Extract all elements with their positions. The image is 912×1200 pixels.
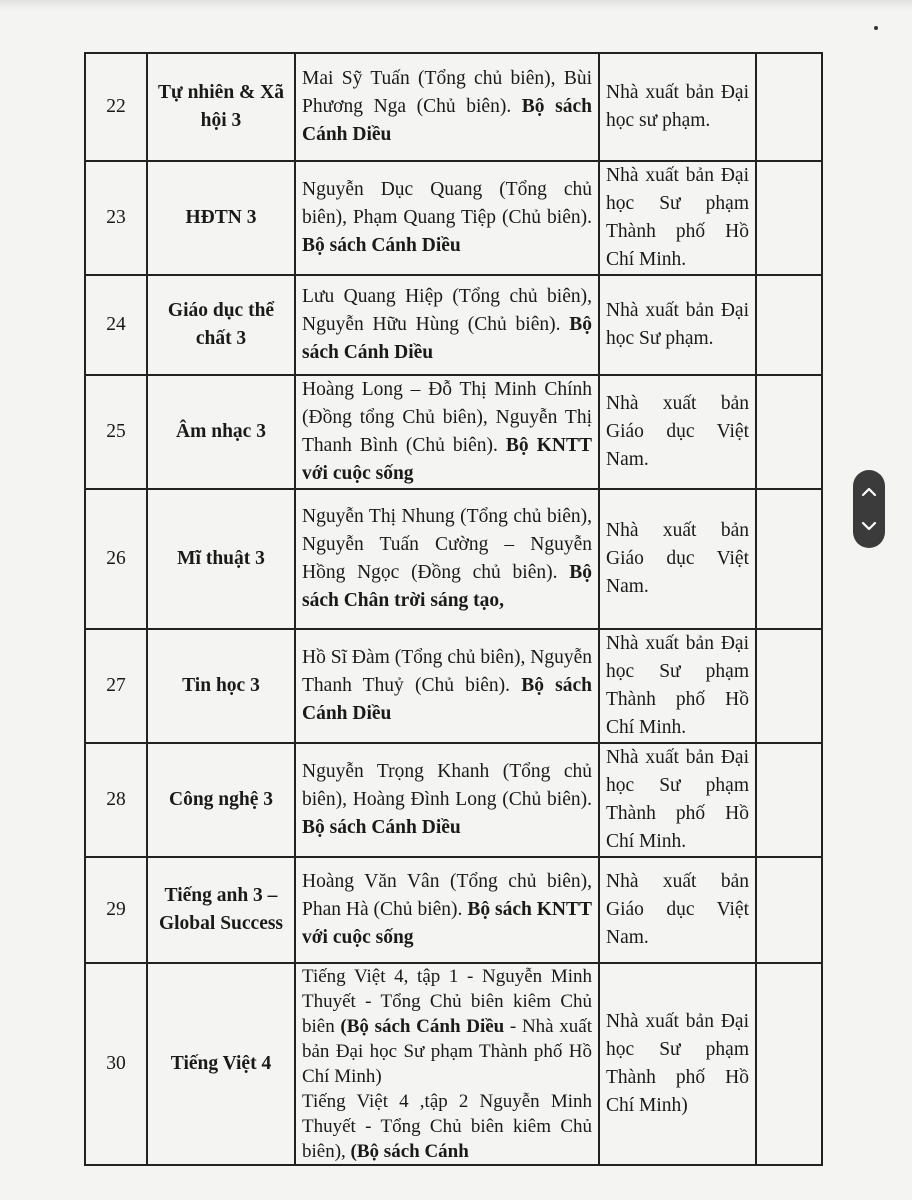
authors-cell: Nguyễn Trọng Khanh (Tổng chủ biên), Hoàng Đình Long (Chủ biên). Bộ sách Cánh Diều [295,743,599,857]
empty-cell [756,161,822,275]
empty-cell [756,489,822,629]
table-row [85,53,822,161]
table-row [85,161,822,275]
table-row [85,275,822,375]
publisher-cell: Nhà xuất bản Đại học sư phạm. [599,53,756,161]
table-row [85,963,822,1165]
subject-cell: Giáo dục thể chất 3 [147,275,295,375]
subject-cell: Tiếng Việt 4 [147,963,295,1165]
publisher-cell: Nhà xuất bản Giáo dục Việt Nam. [599,857,756,963]
empty-cell [756,53,822,161]
publisher-cell: Nhà xuất bản Đại học Sư phạm Thành phố Hồ Chí Minh) [599,963,756,1165]
empty-cell [756,375,822,489]
authors-cell: Hoàng Long – Đỗ Thị Minh Chính (Đồng tổng Chủ biên), Nguyễn Thị Thanh Bình (Chủ biên). Bộ KNTT với cuộc sống [295,375,599,489]
authors-cell: Nguyễn Dục Quang (Tổng chủ biên), Phạm Quang Tiệp (Chủ biên). Bộ sách Cánh Diều [295,161,599,275]
table-row [85,489,822,629]
table-row [85,857,822,963]
row-number: 23 [85,161,147,275]
chevron-down-icon [861,521,877,531]
table-row [85,743,822,857]
row-number: 22 [85,53,147,161]
empty-cell [756,275,822,375]
subject-cell: Công nghệ 3 [147,743,295,857]
textbook-table [84,52,823,1166]
row-number: 29 [85,857,147,963]
chevron-up-icon [861,487,877,497]
table-row [85,375,822,489]
row-number: 28 [85,743,147,857]
subject-cell: Tự nhiên & Xã hội 3 [147,53,295,161]
row-number: 27 [85,629,147,743]
subject-cell: Tiếng anh 3 – Global Success [147,857,295,963]
authors-cell: Mai Sỹ Tuấn (Tổng chủ biên), Bùi Phương Nga (Chủ biên). Bộ sách Cánh Diều [295,53,599,161]
subject-cell: Âm nhạc 3 [147,375,295,489]
publisher-cell: Nhà xuất bản Đại học Sư phạm Thành phố Hồ Chí Minh. [599,743,756,857]
scan-top-edge [0,0,912,10]
empty-cell [756,857,822,963]
empty-cell [756,963,822,1165]
authors-cell: Nguyễn Thị Nhung (Tổng chủ biên), Nguyễn Tuấn Cường – Nguyễn Hồng Ngọc (Đồng chủ biên). Bộ sách Chân trời sáng tạo, [295,489,599,629]
table-row [85,629,822,743]
row-number: 25 [85,375,147,489]
empty-cell [756,629,822,743]
authors-cell: Lưu Quang Hiệp (Tổng chủ biên), Nguyễn Hữu Hùng (Chủ biên). Bộ sách Cánh Diều [295,275,599,375]
page-scroll-controls [853,470,885,548]
authors-cell: Hồ Sĩ Đàm (Tổng chủ biên), Nguyễn Thanh Thuỷ (Chủ biên). Bộ sách Cánh Diều [295,629,599,743]
empty-cell [756,743,822,857]
subject-cell: HĐTN 3 [147,161,295,275]
subject-cell: Tin học 3 [147,629,295,743]
publisher-cell: Nhà xuất bản Đại học Sư phạm. [599,275,756,375]
publisher-cell: Nhà xuất bản Đại học Sư phạm Thành phố Hồ Chí Minh. [599,161,756,275]
authors-cell: Hoàng Văn Vân (Tổng chủ biên), Phan Hà (Chủ biên). Bộ sách KNTT với cuộc sống [295,857,599,963]
scan-speck [874,26,878,30]
subject-cell: Mĩ thuật 3 [147,489,295,629]
row-number: 30 [85,963,147,1165]
publisher-cell: Nhà xuất bản Đại học Sư phạm Thành phố Hồ Chí Minh. [599,629,756,743]
publisher-cell: Nhà xuất bản Giáo dục Việt Nam. [599,489,756,629]
publisher-cell: Nhà xuất bản Giáo dục Việt Nam. [599,375,756,489]
authors-cell: Tiếng Việt 4, tập 1 - Nguyễn Minh Thuyết - Tổng Chủ biên kiêm Chủ biên (Bộ sách Cánh Diều - Nhà xuất bản Đại học Sư phạm Thành phố Hồ Chí Minh) Tiếng Việt 4 ,tập 2 Nguyễn Minh Thuyết - Tổng Chủ biên kiêm Chủ biên), (Bộ sách Cánh [295,963,599,1165]
scroll-up-button[interactable] [853,478,885,506]
row-number: 26 [85,489,147,629]
scroll-down-button[interactable] [853,512,885,540]
row-number: 24 [85,275,147,375]
